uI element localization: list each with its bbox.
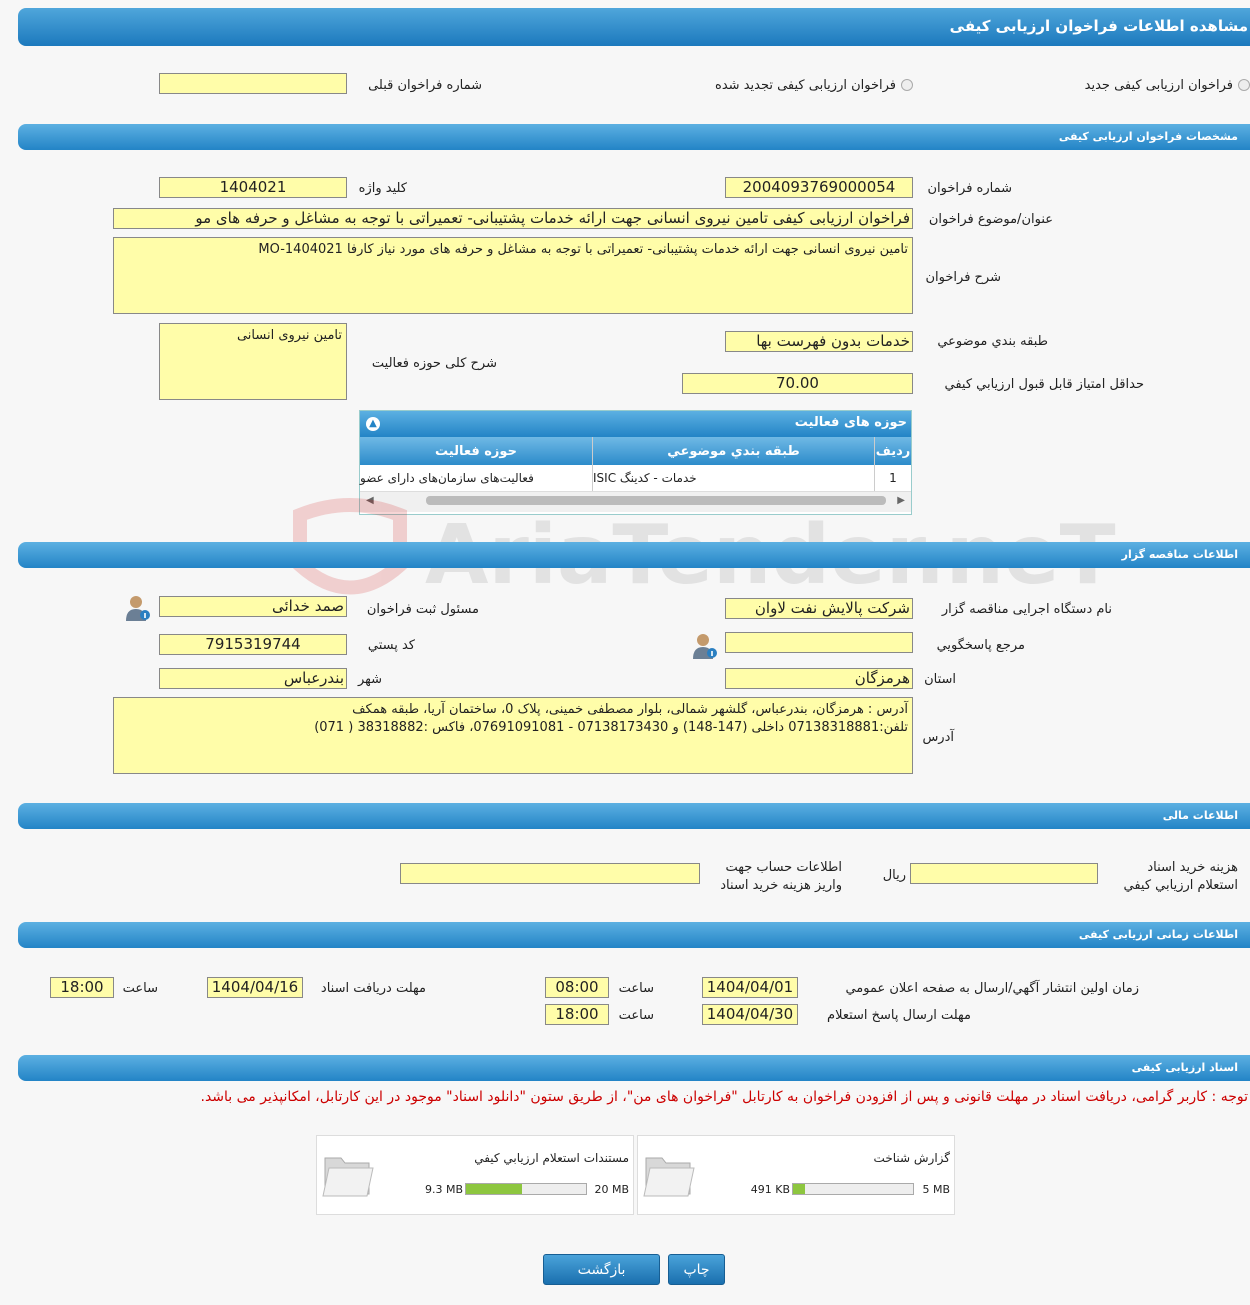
org-field[interactable]: شرکت پالایش نفت لاوان [725,598,913,619]
previous-number-label: شماره فراخوان قبلی [368,78,482,93]
document-size-fill [466,1184,522,1194]
section-documents-title: اسناد ارزیابی کیفی [1131,1061,1238,1074]
fee-label-line-2: استعلام ارزيابي کيفي [1123,878,1238,893]
min-score-label: حداقل امتياز قابل قبول ارزيابي کيفي [944,377,1144,392]
radio-new-label: فراخوان ارزیابی کیفی جدید [1084,78,1233,93]
back-button[interactable]: بازگشت [543,1254,660,1285]
publish-time-field[interactable]: 08:00 [545,977,609,998]
previous-number-field[interactable] [159,73,347,94]
address-line-2: تلفن:07138318881 داخلی (147-148) و 07138173430 - 07691091081، فاکس :38318882 ( 071) [314,720,908,735]
scroll-left-icon[interactable]: ◀ [366,495,374,506]
registrar-label: مسئول ثبت فراخوان [366,602,479,617]
account-label-line-2: واریز هزینه خرید اسناد [720,878,842,893]
postal-field[interactable]: 7915319744 [159,634,347,655]
address-label: آدرس [922,730,954,745]
activity-desc-label: شرح کلی حوزه فعالیت [371,356,497,371]
cell-row: 1 [874,465,911,491]
category-field[interactable]: خدمات بدون فهرست بها [725,331,913,352]
category-label: طبقه بندي موضوعي [937,334,1048,349]
keyword-field[interactable]: 1404021 [159,177,347,198]
response-time-field[interactable]: 18:00 [545,1004,609,1025]
document-item[interactable] [637,1135,955,1215]
address-line-1: آدرس : هرمزگان، بندرعباس، گلشهر شمالی، بلوار مصطفی خمینی، پلاک 0، ساختمان آریا، طبقه همکف [352,702,908,717]
print-button[interactable]: چاپ [668,1254,725,1285]
receive-time-field[interactable]: 18:00 [50,977,114,998]
description-field[interactable]: تامین نیروی انسانی جهت ارائه خدمات پشتیبانی- تعمیراتی با توجه به مشاغل و حرفه های مورد نیاز کارفا MO-1404021 [113,237,913,314]
province-label: استان [924,672,956,687]
response-label: مهلت ارسال پاسخ استعلام [827,1008,971,1023]
collapse-icon[interactable]: ▲ [366,417,380,431]
document-name[interactable]: مستندات استعلام ارزيابي کيفي [474,1151,629,1165]
section-specs-title: مشخصات فراخوان ارزیابی کیفی [1058,130,1238,143]
fee-field[interactable] [910,863,1098,884]
scroll-right-icon[interactable]: ▶ [897,495,905,506]
activity-grid-columns [360,437,911,465]
fee-label [1124,859,1239,895]
response-date-field[interactable]: 1404/04/30 [702,1004,798,1025]
radio-renewed[interactable] [901,79,913,91]
documents-notice: توجه : کاربر گرامی، دریافت اسناد در مهلت قانونی و پس از افزودن فراخوان به کارتابل "فراخوان های من"، از طریق ستون "دانلود اسناد" موجود در این کارتابل، امکانپذیر می باشد. [200,1089,1248,1105]
scroll-thumb[interactable] [426,496,886,505]
document-size-bar [792,1183,914,1195]
section-financial-title: اطلاعات مالی [1162,809,1238,822]
section-documents [18,1055,1250,1081]
keyword-label: کلید واژه [358,181,407,196]
col-activity[interactable]: حوزه فعالیت [435,443,517,459]
section-organizer [18,542,1250,568]
postal-label: کد پستي [367,638,415,653]
account-label-line-1: اطلاعات حساب جهت [725,860,842,875]
reference-field[interactable] [725,632,913,653]
city-field[interactable]: بندرعباس [159,668,347,689]
document-item[interactable] [316,1135,634,1215]
radio-new[interactable] [1238,79,1250,91]
section-financial [18,803,1250,829]
publish-time-label: ساعت [618,981,654,996]
subject-field[interactable]: فراخوان ارزیابی کیفی تامین نیروی انسانی جهت ارائه خدمات پشتیبانی- تعمیراتی با توجه به مشاغل و حرفه های مو [113,208,913,229]
document-max-size: 20 MB [594,1183,629,1196]
org-label: نام دستگاه اجرایی مناقصه گزار [941,602,1112,617]
section-specs [18,124,1250,150]
activity-grid-header [360,411,911,437]
activity-grid [359,410,912,515]
section-organizer-title: اطلاعات مناقصه گزار [1121,548,1238,561]
receive-label: مهلت دريافت اسناد [320,981,426,996]
horizontal-scrollbar[interactable] [360,492,911,512]
document-max-size: 5 MB [922,1183,950,1196]
description-label: شرح فراخوان [925,270,1001,285]
min-score-field[interactable]: 70.00 [682,373,913,394]
section-timing-title: اطلاعات زمانی ارزیابی کیفی [1078,928,1238,941]
cell-activity: فعالیت‌های سازمان‌های دارای عضو [360,471,534,485]
col-category[interactable]: طبقه بندي موضوعي [592,437,874,465]
province-field[interactable]: هرمزگان [725,668,913,689]
activity-grid-title: حوزه های فعالیت [794,415,907,430]
response-time-label: ساعت [618,1008,654,1023]
reference-info-icon[interactable] [692,632,718,660]
page-title: مشاهده اطلاعات فراخوان ارزیابی کیفی [949,17,1248,35]
reference-label: مرجع پاسخگويي [936,638,1025,653]
city-label: شهر [357,672,382,687]
user-info-icon[interactable] [125,594,151,622]
fee-label-line-1: هزینه خرید اسناد [1147,860,1238,875]
page-title-bar [18,8,1250,46]
receive-time-label: ساعت [122,981,158,996]
folder-icon [642,1144,696,1200]
number-label: شماره فراخوان [927,181,1012,196]
registrar-field[interactable]: صمد خدائی [159,596,347,617]
table-row[interactable] [360,465,911,492]
account-field[interactable] [400,863,700,884]
publish-label: زمان اولين انتشار آگهي/ارسال به صفحه اعلان عمومي [845,981,1139,996]
receive-date-field[interactable]: 1404/04/16 [207,977,303,998]
document-size: 491 KB [750,1183,790,1196]
document-size-fill [793,1184,805,1194]
col-row[interactable]: ردیف [874,437,911,465]
cell-category: خدمات - کدینگ ISIC [592,465,874,491]
radio-renewed-label: فراخوان ارزیابی کیفی تجدید شده [715,78,896,93]
document-size-bar [465,1183,587,1195]
document-size: 9.3 MB [424,1183,463,1196]
publish-date-field[interactable]: 1404/04/01 [702,977,798,998]
number-field[interactable]: 2004093769000054 [725,177,913,198]
section-timing [18,922,1250,948]
currency-label: ريال [882,868,906,883]
subject-label: عنوان/موضوع فراخوان [928,212,1053,227]
document-name[interactable]: گزارش شناخت [873,1151,950,1165]
folder-icon [321,1144,375,1200]
account-label [720,859,842,895]
activity-desc-field[interactable]: تامین نیروی انسانی [159,323,347,400]
address-field[interactable] [113,697,913,774]
